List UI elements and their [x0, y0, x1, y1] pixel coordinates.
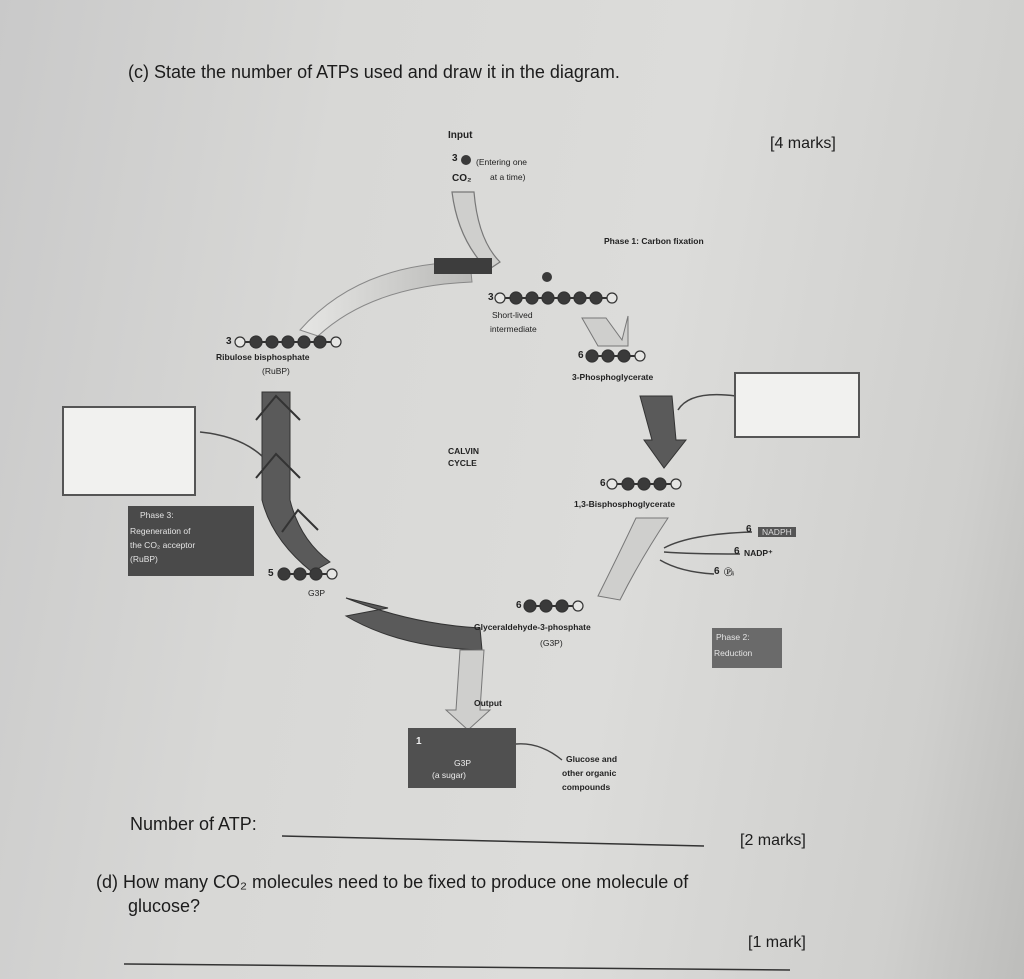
carbon-bead	[654, 478, 666, 490]
short-lived-count: 3	[488, 292, 494, 303]
number-of-atp-label: Number of ATP:	[130, 814, 257, 834]
rubisco-tag	[434, 258, 492, 274]
g3p-left-chain	[278, 568, 337, 580]
phase3-line1: Phase 3:	[140, 510, 174, 520]
short-lived-line2: intermediate	[490, 324, 537, 334]
carbon-bead	[282, 336, 294, 348]
carbon-bead	[618, 350, 630, 362]
nadp-count: 6	[734, 546, 740, 557]
bpg-chain	[607, 478, 681, 490]
output-g3p: G3P	[454, 758, 472, 768]
phosphate-bead	[635, 351, 645, 361]
carbon-bead	[526, 292, 538, 304]
phosphate-bead	[495, 293, 505, 303]
g3p-mid-chain	[524, 600, 583, 612]
calvin-line1: CALVIN	[448, 446, 480, 456]
nadph-count: 6	[746, 524, 752, 535]
rubp-count: 3	[226, 336, 232, 347]
co2-note-line1: (Entering one	[476, 157, 528, 167]
phosphate-bead	[573, 601, 583, 611]
output-arrow	[446, 650, 490, 730]
reduction-arrow-2	[598, 518, 668, 600]
pi-label: Ⓟᵢ	[724, 567, 734, 577]
phosphate-bead	[331, 337, 341, 347]
phosphate-bead	[671, 479, 681, 489]
phase3-line2: Regeneration of	[130, 526, 191, 536]
rubp-line2: (RuBP)	[262, 366, 290, 376]
phase2-box	[712, 628, 782, 668]
carbon-bead	[298, 336, 310, 348]
co2-note-line2: at a time)	[490, 172, 526, 182]
question-d-marks: [1 mark]	[748, 934, 806, 951]
carbon-bead	[638, 478, 650, 490]
answer-line-c	[282, 836, 704, 846]
carbon-bead	[602, 350, 614, 362]
glucose-line2: other organic	[562, 768, 617, 778]
carbon-bead	[590, 292, 602, 304]
answer-c-marks: [2 marks]	[740, 832, 806, 849]
carbon-bead	[556, 600, 568, 612]
carbon-bead	[510, 292, 522, 304]
atp-answer-box-left[interactable]	[62, 406, 196, 496]
regeneration-arrow-left	[262, 392, 330, 572]
carbon-bead	[540, 600, 552, 612]
bpg-label: 1,3-Bisphosphoglycerate	[574, 499, 676, 509]
pi-out-arrow	[660, 560, 714, 574]
phosphate-bead	[607, 479, 617, 489]
output-label: Output	[474, 698, 502, 708]
nadp-out-arrow	[664, 552, 740, 554]
atp-hook-arrow-left	[200, 432, 262, 456]
g3p-mid-line1: Glyceraldehyde-3-phosphate	[474, 622, 591, 632]
glucose-line3: compounds	[562, 782, 611, 792]
carbon-bead	[574, 292, 586, 304]
phase3-line3: the CO₂ acceptor	[130, 540, 196, 550]
fixation-arrow	[582, 316, 628, 346]
single-carbon	[542, 272, 552, 282]
g3p-left-count: 5	[268, 568, 274, 579]
reduction-arrow-1	[640, 396, 686, 468]
phosphate-bead	[235, 337, 245, 347]
calvin-line2: CYCLE	[448, 458, 477, 468]
atp-hook-arrow	[678, 395, 736, 410]
co2-molecule	[461, 155, 471, 165]
input-label: Input	[448, 130, 473, 141]
carbon-bead	[266, 336, 278, 348]
carbon-bead	[524, 600, 536, 612]
carbon-bead	[542, 292, 554, 304]
g3p-mid-line2: (G3P)	[540, 638, 563, 648]
pga-label: 3-Phosphoglycerate	[572, 372, 654, 382]
answer-line-d	[124, 964, 790, 970]
question-c-marks: [4 marks]	[770, 135, 836, 152]
phase2-line1: Phase 2:	[716, 632, 750, 642]
carbon-bead	[294, 568, 306, 580]
nadp-label: NADP⁺	[744, 548, 773, 558]
pga-chain	[586, 350, 645, 362]
phosphate-bead	[327, 569, 337, 579]
bpg-count: 6	[600, 478, 606, 489]
co2-label: CO₂	[452, 173, 472, 184]
question-d-line1: (d) How many CO₂ molecules need to be fixed to produce one molecule of	[96, 872, 689, 892]
atp-answer-box-right[interactable]	[734, 372, 860, 438]
glucose-line1: Glucose and	[566, 754, 618, 764]
output-count: 1	[416, 736, 422, 747]
regeneration-arrow-bottom	[346, 598, 482, 650]
phase1-label: Phase 1: Carbon fixation	[604, 236, 704, 246]
short-lived-line1: Short-lived	[492, 310, 533, 320]
g3p-mid-count: 6	[516, 600, 522, 611]
carbon-bead	[558, 292, 570, 304]
g3p-left-label: G3P	[308, 588, 326, 598]
phosphate-bead	[607, 293, 617, 303]
phase3-line4: (RuBP)	[130, 554, 158, 564]
rubp-line1: Ribulose bisphosphate	[216, 352, 310, 362]
output-sugar: (a sugar)	[432, 770, 467, 780]
carbon-bead	[586, 350, 598, 362]
phase2-line2: Reduction	[714, 648, 753, 658]
carbon-bead	[250, 336, 262, 348]
pga-count: 6	[578, 350, 584, 361]
question-c-text: (c) State the number of ATPs used and draw it in the diagram.	[128, 62, 620, 82]
question-d-line2: glucose?	[128, 896, 201, 916]
co2-count: 3	[452, 153, 458, 164]
nadph-label: NADPH	[758, 527, 796, 537]
carbon-bead	[278, 568, 290, 580]
phase3-box	[128, 506, 254, 576]
output-hook-arrow	[516, 744, 562, 760]
pi-count: 6	[714, 566, 720, 577]
carbon-bead	[622, 478, 634, 490]
carbon-bead	[310, 568, 322, 580]
rubp-chain	[235, 336, 341, 348]
short-lived-chain	[495, 292, 617, 304]
carbon-bead	[314, 336, 326, 348]
